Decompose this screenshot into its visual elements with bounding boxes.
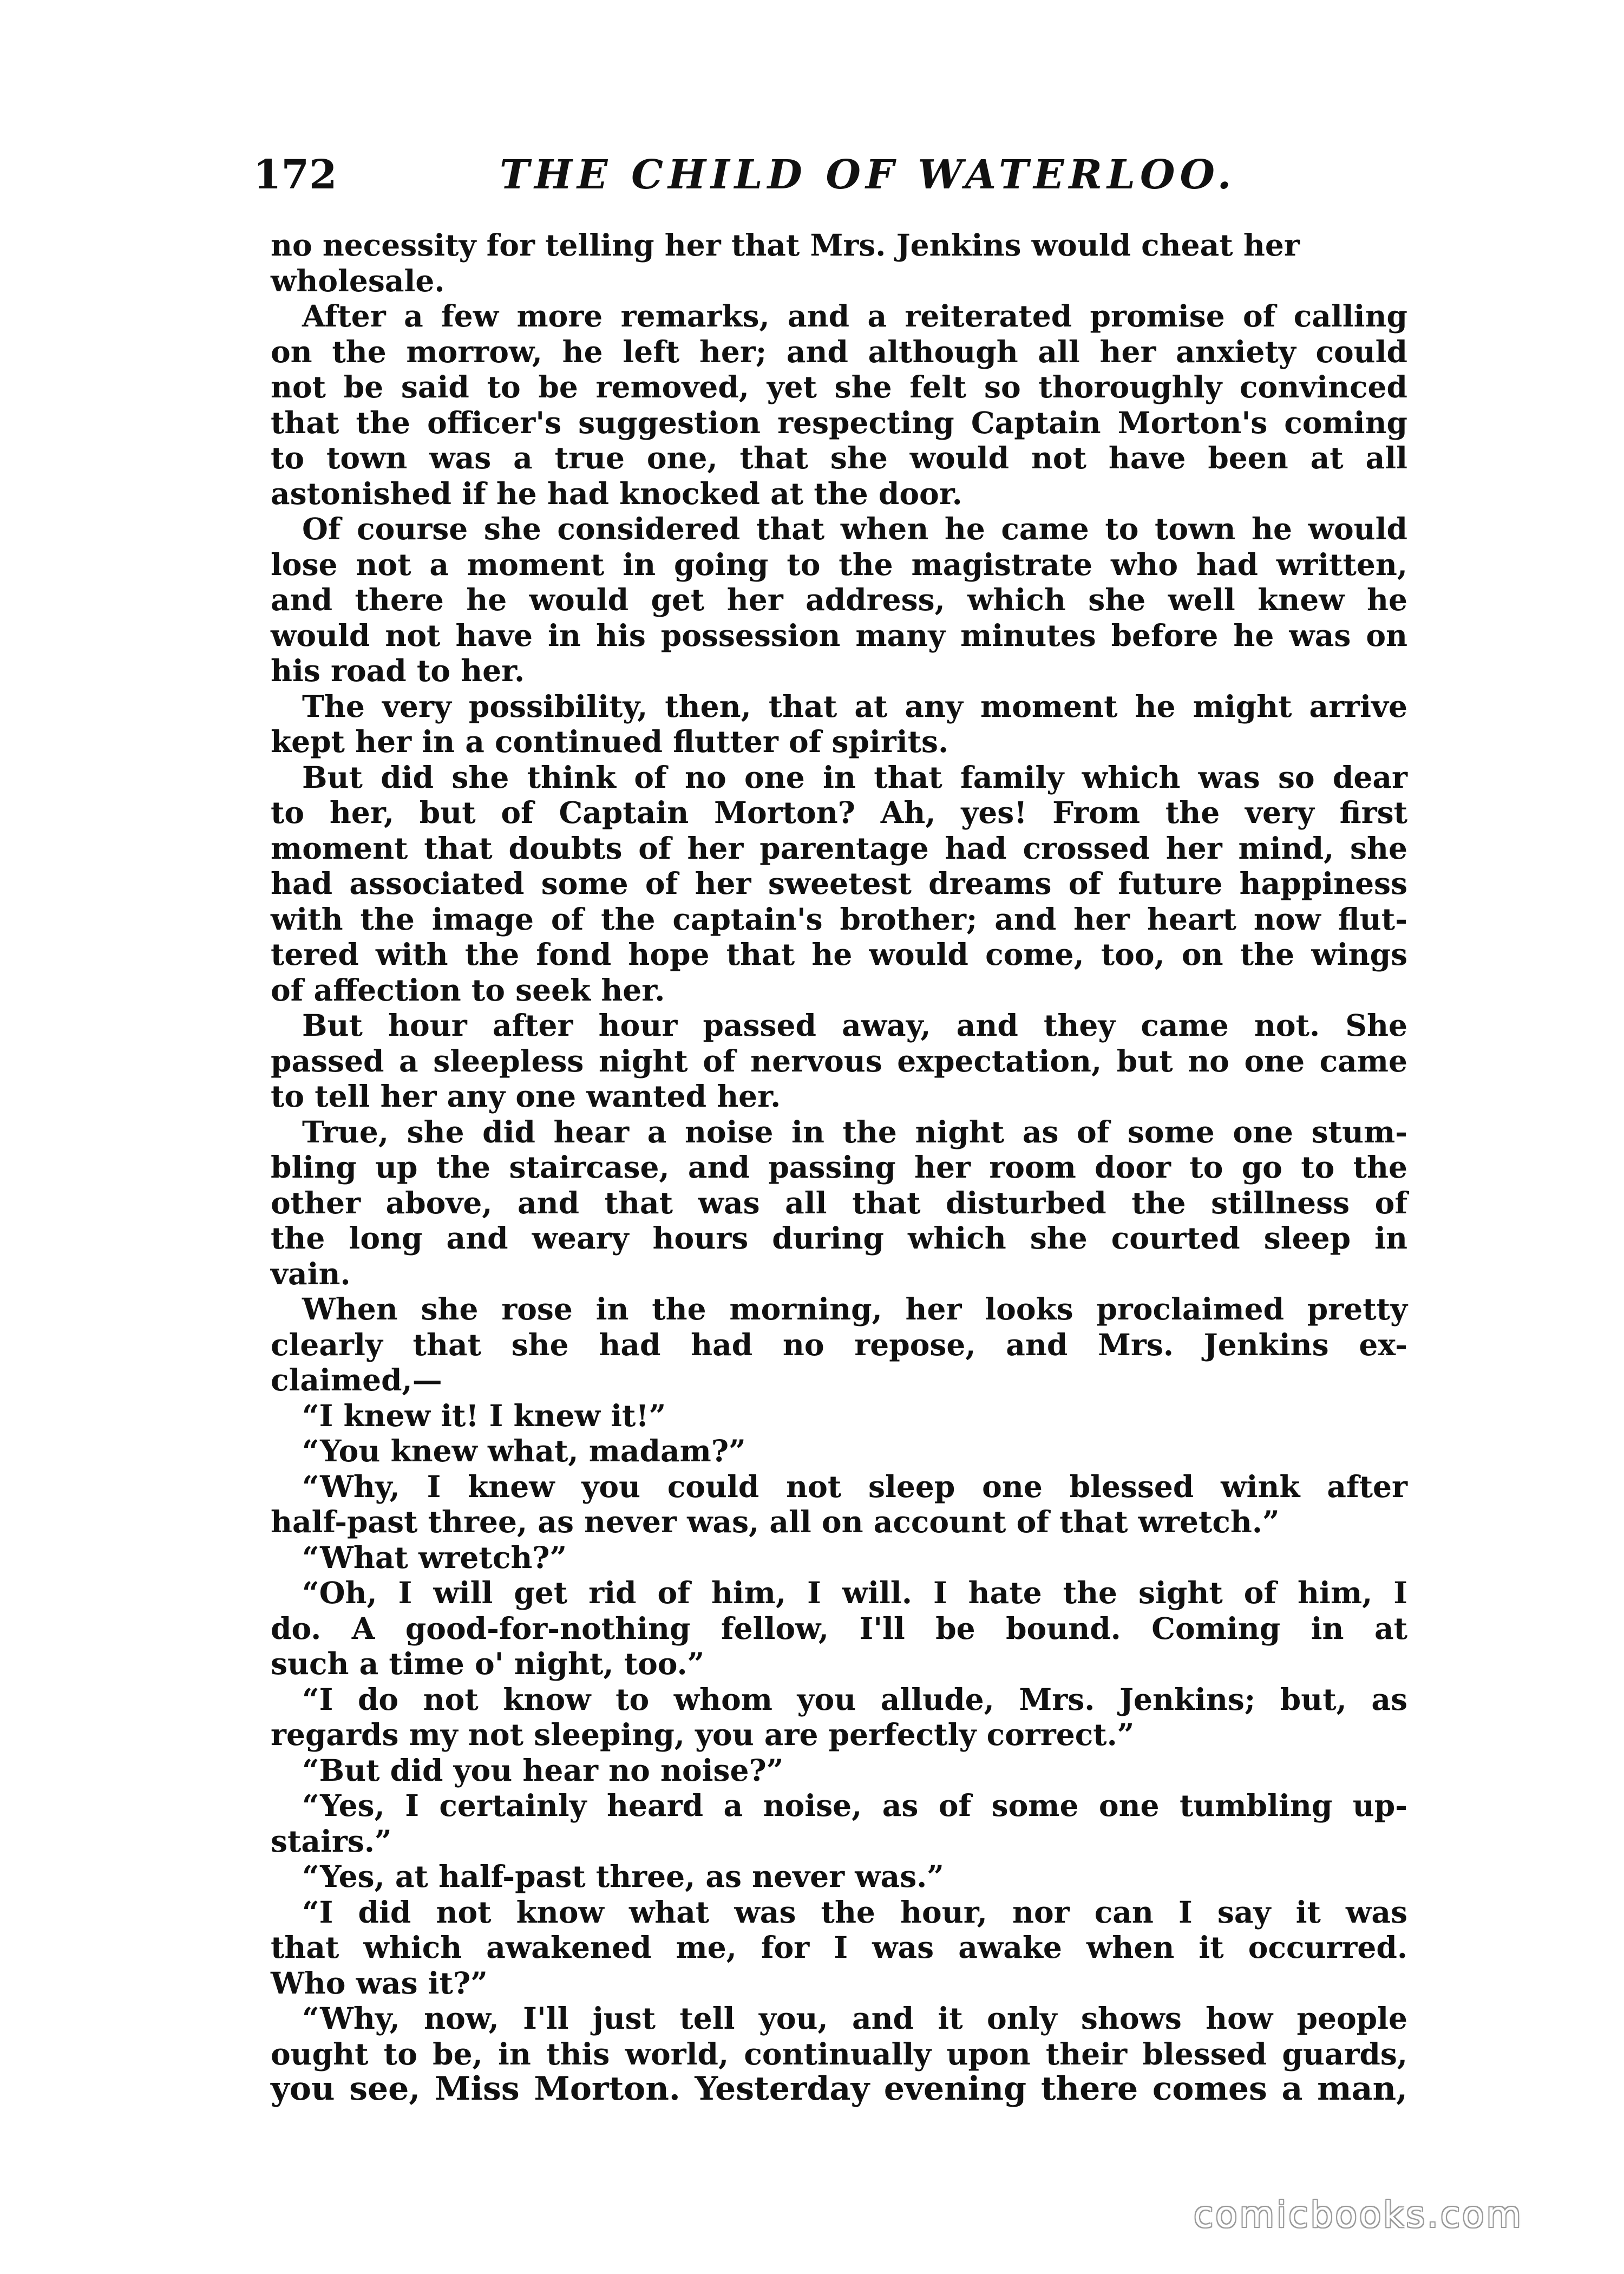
- text-line: tered with the fond hope that he would come, too, on the wings: [271, 937, 1407, 972]
- text-line: “I do not know to whom you allude, Mrs. Jenkins; but, as: [302, 1681, 1407, 1717]
- running-title: THE CHILD OF WATERLOO.: [500, 152, 1236, 198]
- text-line: “Oh, I will get rid of him, I will. I hate the sight of him, I: [302, 1575, 1407, 1610]
- text-line: passed a sleepless night of nervous expectation, but no one came: [271, 1043, 1407, 1079]
- text-line: the long and weary hours during which she courted sleep in: [271, 1220, 1407, 1256]
- text-line: do. A good-for-nothing fellow, I'll be bound. Coming in at: [271, 1610, 1407, 1646]
- text-line: other above, and that was all that disturbed the stillness of: [271, 1185, 1407, 1220]
- text-line: lose not a moment in going to the magistrate who had written,: [271, 546, 1407, 582]
- text-line: “Why, I knew you could not sleep one blessed wink after: [302, 1468, 1407, 1504]
- text-line: half-past three, as never was, all on account of that wretch.”: [271, 1504, 1280, 1539]
- text-line: to town was a true one, that she would not have been at all: [271, 440, 1407, 475]
- text-line: astonished if he had knocked at the door.: [271, 475, 962, 511]
- text-line: “But did you hear no noise?”: [302, 1752, 784, 1788]
- text-line: The very possibility, then, that at any moment he might arrive: [302, 688, 1407, 724]
- text-line: with the image of the captain's brother; and her heart now flut-: [271, 901, 1407, 937]
- text-line: bling up the staircase, and passing her room door to go to the: [271, 1149, 1407, 1185]
- text-line: “I did not know what was the hour, nor can I say it was: [302, 1894, 1407, 1930]
- text-line: on the morrow, he left her; and although all her anxiety could: [271, 334, 1407, 369]
- text-line: his road to her.: [271, 653, 525, 688]
- text-line: you see, Miss Morton. Yesterday evening there comes a man,: [271, 2070, 1407, 2108]
- text-line: to tell her any one wanted her.: [271, 1079, 781, 1114]
- text-line: claimed,—: [271, 1362, 442, 1397]
- text-line: “Yes, at half-past three, as never was.”: [302, 1859, 944, 1894]
- text-line: no necessity for telling her that Mrs. Jenkins would cheat her: [271, 227, 1300, 263]
- text-line: “What wretch?”: [302, 1539, 567, 1575]
- text-line: stairs.”: [271, 1823, 392, 1859]
- body-text: [271, 227, 1407, 2107]
- text-line: to her, but of Captain Morton? Ah, yes! From the very first: [271, 795, 1407, 830]
- watermark: comicbooks.com: [1194, 2194, 1523, 2236]
- text-line: of affection to seek her.: [271, 972, 665, 1008]
- text-line: that which awakened me, for I was awake when it occurred.: [271, 1930, 1407, 1965]
- text-line: and there he would get her address, which she well knew he: [271, 582, 1407, 617]
- text-line: “You knew what, madam?”: [302, 1433, 746, 1468]
- text-line: “Why, now, I'll just tell you, and it only shows how people: [302, 2001, 1407, 2036]
- page-number: 172: [253, 152, 337, 198]
- text-line: After a few more remarks, and a reiterated promise of calling: [302, 298, 1407, 334]
- text-line: Who was it?”: [271, 1965, 488, 2001]
- text-line: regards my not sleeping, you are perfectly correct.”: [271, 1717, 1135, 1752]
- text-line: kept her in a continued flutter of spirits.: [271, 724, 949, 759]
- text-line: wholesale.: [271, 263, 445, 298]
- text-line: True, she did hear a noise in the night as of some one stum-: [302, 1114, 1407, 1149]
- text-line: such a time o' night, too.”: [271, 1646, 705, 1681]
- text-line: had associated some of her sweetest dreams of future happiness: [271, 866, 1407, 901]
- text-line: “Yes, I certainly heard a noise, as of some one tumbling up-: [302, 1788, 1407, 1823]
- text-line: But hour after hour passed away, and they came not. She: [302, 1008, 1407, 1043]
- text-line: that the officer's suggestion respecting Captain Morton's coming: [271, 404, 1407, 440]
- text-line: ought to be, in this world, continually upon their blessed guards,: [271, 2036, 1407, 2072]
- text-line: clearly that she had had no repose, and Mrs. Jenkins ex-: [271, 1327, 1407, 1362]
- text-line: When she rose in the morning, her looks proclaimed pretty: [302, 1291, 1407, 1327]
- text-line: not be said to be removed, yet she felt so thoroughly convinced: [271, 369, 1407, 404]
- page-header: [253, 152, 1406, 211]
- text-line: “I knew it! I knew it!”: [302, 1397, 666, 1433]
- text-line: moment that doubts of her parentage had crossed her mind, she: [271, 830, 1407, 866]
- text-line: vain.: [271, 1256, 351, 1291]
- text-line: But did she think of no one in that family which was so dear: [302, 759, 1407, 795]
- text-line: would not have in his possession many minutes before he was on: [271, 617, 1407, 653]
- text-line: Of course she considered that when he came to town he would: [302, 511, 1407, 546]
